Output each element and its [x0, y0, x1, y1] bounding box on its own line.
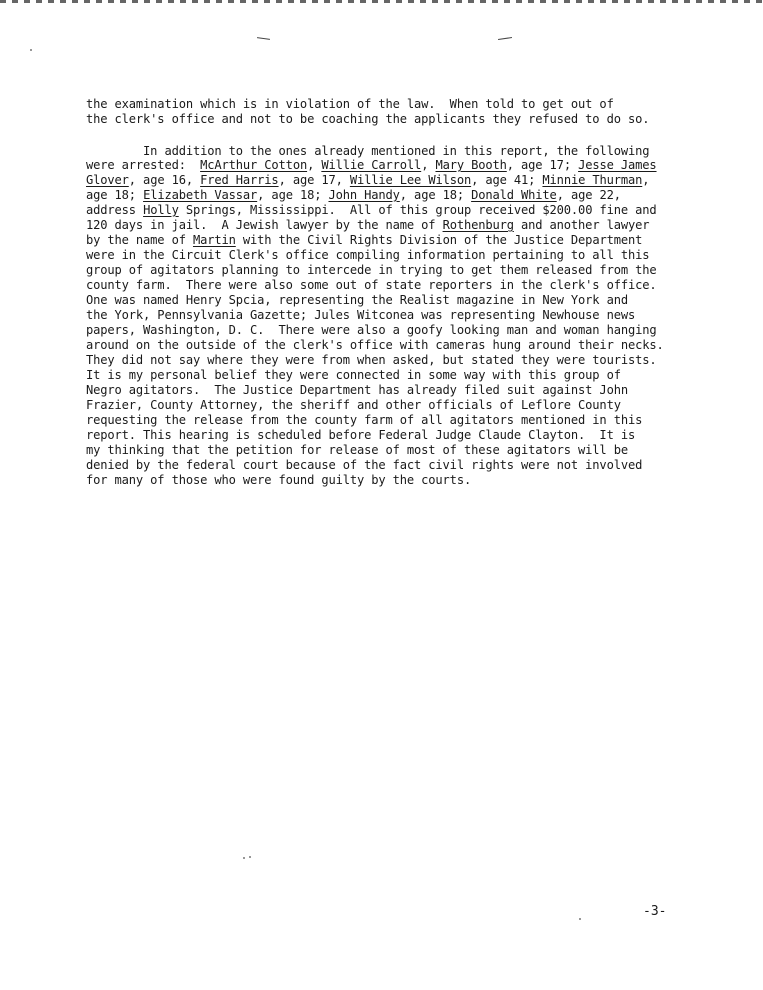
- text: , age 22,: [556, 188, 621, 202]
- text-line: [86, 158, 657, 173]
- underlined-name: Fred Harris: [200, 173, 279, 187]
- text-line: papers, Washington, D. C. There were also a goofy looking man and woman hanging: [86, 323, 657, 337]
- underlined-name: McArthur Cotton: [200, 158, 308, 172]
- text: 120 days in jail. A Jewish lawyer by the name of: [86, 218, 443, 232]
- text: with the Civil Rights Division of the Justice Department: [235, 233, 643, 247]
- text: were arrested:: [86, 158, 201, 172]
- text: , age 41;: [471, 173, 543, 187]
- text-line: [86, 188, 621, 203]
- underlined-name: John Handy: [328, 188, 400, 202]
- text: address: [86, 203, 144, 217]
- underlined-name: Donald White: [471, 188, 557, 202]
- text-line: the York, Pennsylvania Gazette; Jules Witconea was representing Newhouse news: [86, 308, 636, 322]
- text-line: One was named Henry Spcia, representing the Realist magazine in New York and: [86, 293, 628, 307]
- text-line: Negro agitators. The Justice Department has already filed suit against John: [86, 383, 628, 397]
- scan-mark: [498, 37, 512, 40]
- underlined-name: Mary Booth: [435, 158, 507, 172]
- text-line: It is my personal belief they were connected in some way with this group of: [86, 368, 621, 382]
- text-line: the examination which is in violation of the law. When told to get out of: [86, 97, 614, 111]
- text: ,: [421, 158, 436, 172]
- text-line: Frazier, County Attorney, the sheriff and other officials of Leflore County: [86, 398, 621, 412]
- text-line: the clerk's office and not to be coaching the applicants they refused to do so.: [86, 112, 650, 126]
- text-line: In addition to the ones already mentioned in this report, the following: [86, 144, 650, 158]
- text: , age 17,: [278, 173, 350, 187]
- underlined-name: Willie Lee Wilson: [349, 173, 472, 187]
- scan-speck: [30, 49, 32, 51]
- underlined-name: Rothenburg: [442, 218, 514, 232]
- text-line: They did not say where they were from when asked, but stated they were tourists.: [86, 353, 657, 367]
- underlined-name: Minnie Thurman: [542, 173, 643, 187]
- underlined-name: Martin: [192, 233, 236, 247]
- text: age 18;: [86, 188, 144, 202]
- text-line: for many of those who were found guilty by the courts.: [86, 473, 472, 487]
- scan-speck: [243, 857, 245, 859]
- text-line: county farm. There were also some out of state reporters in the clerk's office.: [86, 278, 657, 292]
- underlined-name: Willie Carroll: [321, 158, 422, 172]
- text-line: around on the outside of the clerk's office with cameras hung around their necks.: [86, 338, 664, 352]
- scan-speck: [579, 918, 581, 920]
- scan-mark: [257, 37, 270, 40]
- text: by the name of: [86, 233, 193, 247]
- text: ,: [642, 173, 650, 187]
- text: , age 18;: [399, 188, 472, 202]
- text: ,: [307, 158, 322, 172]
- text-line: [86, 218, 649, 233]
- text-line: [86, 233, 642, 248]
- underlined-name: Jesse James: [578, 158, 657, 172]
- underlined-name: Glover: [86, 173, 129, 187]
- scan-edge: [0, 0, 763, 3]
- text: Springs, Mississippi. All of this group received $200.00 fine and: [178, 203, 657, 217]
- text-line: report. This hearing is scheduled before Federal Judge Claude Clayton. It is: [86, 428, 636, 442]
- page-number: -3-: [643, 904, 667, 919]
- text-line: denied by the federal court because of the fact civil rights were not involved: [86, 458, 643, 472]
- text: , age 18;: [257, 188, 329, 202]
- scan-speck: [249, 856, 251, 858]
- text: , age 17;: [506, 158, 579, 172]
- text-line: my thinking that the petition for release of most of these agitators will be: [86, 443, 628, 457]
- underlined-name: Holly: [143, 203, 179, 217]
- text-line: [86, 203, 657, 218]
- text: , age 16,: [128, 173, 201, 187]
- underlined-name: Elizabeth Vassar: [143, 188, 258, 202]
- text-line: group of agitators planning to intercede in trying to get them released from the: [86, 263, 657, 277]
- text-line: [86, 173, 649, 188]
- text: and another lawyer: [513, 218, 650, 232]
- text-line: requesting the release from the county farm of all agitators mentioned in this: [86, 413, 643, 427]
- text-line: were in the Circuit Clerk's office compiling information pertaining to all this: [86, 248, 650, 262]
